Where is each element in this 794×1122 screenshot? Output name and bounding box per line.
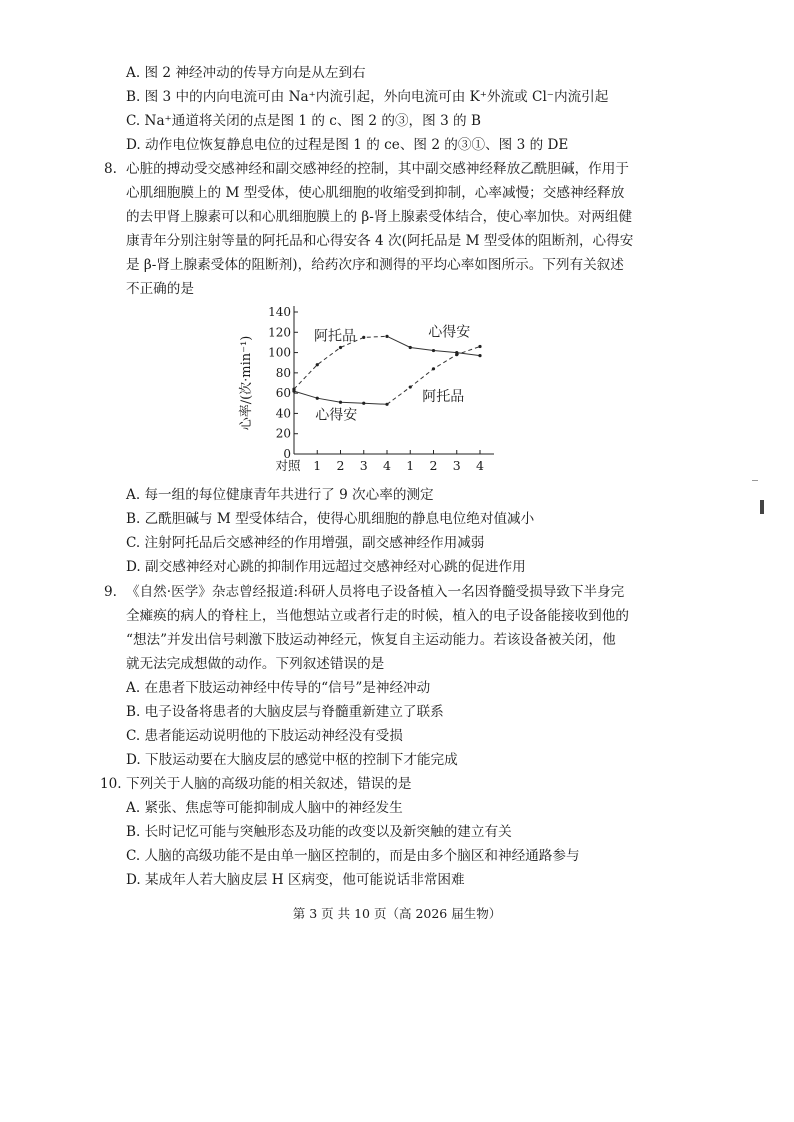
y-tick-label: 100 — [268, 345, 291, 360]
y-tick-label: 120 — [268, 325, 291, 340]
heart-rate-chart — [232, 300, 502, 478]
data-point — [455, 353, 458, 356]
series-phase-label: 心得安 — [315, 407, 358, 424]
x-tick-label: 2 — [336, 458, 345, 473]
q8-stem-line: 心脏的搏动受交感神经和副交感神经的控制，其中副交感神经释放乙酰胆碱，作用于 — [126, 161, 629, 177]
data-point — [432, 349, 435, 352]
data-point — [316, 363, 319, 366]
q8-stem-line: 的去甲肾上腺素可以和心肌细胞膜上的 β-肾上腺素受体结合，使心率加快。对两组健 — [126, 209, 633, 225]
y-tick-label: 20 — [275, 426, 291, 441]
x-tick-label: 1 — [406, 458, 415, 473]
x-tick-label: 4 — [383, 458, 391, 473]
scan-mark — [752, 480, 758, 481]
q9-stem-line: 全瘫痪的病人的脊柱上，当他想站立或者行走的时候，植入的电子设备能接收到他的 — [126, 608, 629, 624]
y-tick-label: 0 — [283, 447, 291, 461]
q9-stem-line: 就无法完成想做的动作。下列叙述错误的是 — [126, 656, 385, 672]
q8-option-a: A. 每一组的每位健康青年共进行了 9 次心率的测定 — [126, 487, 434, 503]
data-point — [292, 390, 295, 393]
data-point — [432, 367, 435, 370]
data-point — [362, 336, 365, 339]
q10-stem-line: 下列关于人脑的高级功能的相关叙述，错误的是 — [126, 776, 412, 792]
q8-option-b: B. 乙酰胆碱与 M 型受体结合，使得心肌细胞的静息电位绝对值减小 — [126, 511, 535, 527]
x-tick-label: 3 — [359, 458, 368, 473]
x-tick-label: 1 — [313, 458, 322, 473]
q7-option-a: A. 图 2 神经冲动的传导方向是从左到右 — [126, 65, 366, 81]
q9-option-b: B. 电子设备将患者的大脑皮层与脊髓重新建立了联系 — [126, 704, 444, 720]
q9-option-a: A. 在患者下肢运动神经中传导的“信号”是神经冲动 — [126, 680, 431, 696]
q10-option-d: D. 某成年人若大脑皮层 H 区病变，他可能说话非常困难 — [126, 872, 465, 888]
q7-option-b: B. 图 3 中的内向电流可由 Na⁺内流引起，外向电流可由 K⁺外流或 Cl⁻内流引起 — [126, 89, 609, 105]
q9-stem-line: “想法”并发出信号刺激下肢运动神经元，恢复自主运动能力。若该设备被关闭，他 — [126, 632, 616, 648]
scan-mark — [760, 500, 764, 514]
q8-stem-line: 心肌细胞膜上的 M 型受体，使心肌细胞的收缩受到抑制，心率减慢；交感神经释放 — [126, 185, 625, 201]
q9-number: 9. — [104, 584, 117, 600]
x-tick-label: 2 — [429, 458, 438, 473]
y-tick-label: 80 — [275, 365, 291, 380]
data-point — [409, 346, 412, 349]
data-point — [339, 346, 342, 349]
page-footer: 第 3 页 共 10 页（高 2026 届生物） — [292, 906, 502, 921]
data-point — [409, 385, 412, 388]
data-point — [362, 402, 365, 405]
q8-stem-line: 不正确的是 — [126, 281, 194, 297]
q9-stem-line: 《自然·医学》杂志曾经报道:科研人员将电子设备植入一名因脊髓受损导致下半身完 — [126, 584, 625, 600]
q8-stem-line: 康青年分别注射等量的阿托品和心得安各 4 次(阿托品是 M 型受体的阻断剂，心得安 — [126, 233, 634, 249]
y-tick-label: 40 — [275, 406, 291, 421]
q10-option-c: C. 人脑的高级功能不是由单一脑区控制的，而是由多个脑区和神经通路参与 — [126, 848, 580, 864]
q9-option-c: C. 患者能运动说明他的下肢运动神经没有受损 — [126, 728, 403, 744]
q7-option-c: C. Na⁺通道将关闭的点是图 1 的 c、图 2 的③，图 3 的 B — [126, 113, 481, 129]
q10-option-b: B. 长时记忆可能与突触形态及功能的改变以及新突触的建立有关 — [126, 824, 512, 840]
q7-option-d: D. 动作电位恢复静息电位的过程是图 1 的 ce、图 2 的③①、图 3 的 DE — [126, 137, 569, 153]
x-tick-label: 4 — [476, 458, 484, 473]
y-tick-label: 140 — [268, 305, 291, 319]
x-tick-label: 3 — [452, 458, 461, 473]
q8-stem-line: 是 β-肾上腺素受体的阻断剂)，给药次序和测得的平均心率如图所示。下列有关叙述 — [126, 257, 624, 273]
data-point — [385, 403, 388, 406]
data-point — [316, 397, 319, 400]
data-point — [478, 345, 481, 348]
q9-option-d: D. 下肢运动要在大脑皮层的感觉中枢的控制下才能完成 — [126, 752, 458, 768]
series-phase-label: 阿托品 — [314, 328, 356, 345]
q8-option-c: C. 注射阿托品后交感神经的作用增强，副交感神经作用减弱 — [126, 535, 485, 551]
q10-number: 10. — [100, 776, 122, 792]
q10-option-a: A. 紧张、焦虑等可能抑制成人脑中的神经发生 — [126, 800, 403, 816]
y-axis-label: 心率/(次·min⁻¹) — [239, 335, 254, 431]
x-tick-label: 对照 — [275, 458, 301, 473]
y-tick-label: 60 — [275, 386, 291, 401]
q8-option-d: D. 副交感神经对心跳的抑制作用远超过交感神经对心跳的促进作用 — [126, 559, 526, 575]
series-phase-label: 阿托品 — [422, 389, 465, 406]
q8-number: 8. — [104, 161, 117, 177]
data-point — [478, 354, 481, 357]
data-point — [339, 401, 342, 404]
data-point — [385, 335, 388, 338]
series-phase-label: 心得安 — [428, 324, 471, 341]
